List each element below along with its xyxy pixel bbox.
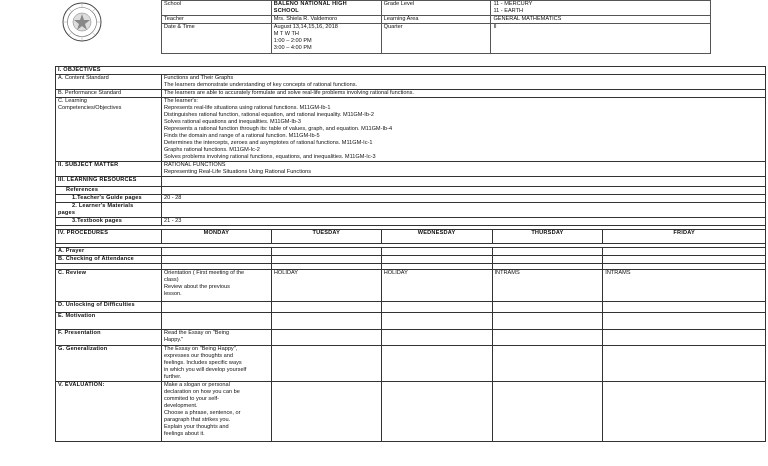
motivation-label: E. Motivation bbox=[56, 313, 162, 330]
generalization-monday: The Essay on "Being Happy", expresses our thoughts and feelings. Includes specific ways in which you will develop yourself further. bbox=[161, 346, 271, 382]
review-tuesday: HOLIDAY bbox=[271, 270, 381, 302]
references-value bbox=[161, 187, 765, 195]
generalization-label: G. Generalization bbox=[56, 346, 162, 382]
header-table bbox=[161, 0, 711, 54]
learning-resources-value bbox=[161, 177, 765, 187]
quarter-value: II bbox=[491, 24, 711, 54]
grade-level-label: Grade Level bbox=[381, 1, 491, 16]
learning-area-label: Learning Area bbox=[381, 16, 491, 24]
teachers-guide-label: 1.Teacher's Guide pages bbox=[56, 195, 162, 203]
day-wednesday: WEDNESDAY bbox=[381, 230, 492, 244]
review-thursday: INTRAMS bbox=[492, 270, 603, 302]
review-monday: Orientation ( First meeting of the class) Review about the previous lesson. bbox=[161, 270, 271, 302]
school-value: BALENO NATIONAL HIGH SCHOOL bbox=[271, 1, 381, 16]
learning-resources-label: III. LEARNING RESOURCES bbox=[56, 177, 162, 187]
references-label: References bbox=[56, 187, 162, 195]
subject-matter-value: RATIONAL FUNCTIONS Representing Real-Life Situations Using Rational Functions bbox=[161, 162, 765, 177]
subject-matter-label: II. SUBJECT MATTER bbox=[56, 162, 162, 177]
content-standard-label: A. Content Standard bbox=[56, 75, 162, 90]
presentation-label: F. Presentation bbox=[56, 330, 162, 346]
review-wednesday: HOLIDAY bbox=[381, 270, 492, 302]
lesson-plan-table bbox=[55, 66, 766, 442]
datetime-value: August 13,14,15,16, 2018 M T W TH 1:00 – 2:00 PM 3:00 – 4:00 PM bbox=[271, 24, 381, 54]
performance-standard-value: The learners are able to accurately formulate and solve real-life problems involving rational functions. bbox=[161, 90, 765, 98]
day-friday: FRIDAY bbox=[603, 230, 766, 244]
learners-materials-value bbox=[161, 203, 765, 218]
teachers-guide-value: 20 - 28 bbox=[161, 195, 765, 203]
content-standard-value: Functions and Their Graphs The learners demonstrate understanding of key concepts of rational functions. bbox=[161, 75, 765, 90]
attendance-label: B. Checking of Attendance bbox=[56, 256, 162, 264]
difficulties-label: D. Unlocking of Difficulties bbox=[56, 302, 162, 313]
textbook-label: 3.Textbook pages bbox=[56, 218, 162, 226]
day-monday: MONDAY bbox=[161, 230, 271, 244]
learners-materials-label: 2. Learner's Materials pages bbox=[56, 203, 162, 218]
review-friday: INTRAMS bbox=[603, 270, 766, 302]
review-label: C. Review bbox=[56, 270, 162, 302]
school-label: School bbox=[162, 1, 272, 16]
competencies-label: C. Learning Competencies/Objectives bbox=[56, 98, 162, 162]
competencies-value: The learner's: Represents real-life situations using rational functions. M11GM-Ib-1 Distinguishes rational function, rational equation, and rational inequality. M11GM-Ib-2 Solves rational equations and inequalities. M11GM-Ib-3 Represents a rational function through its: table of values, graph, and equation. M11GM-Ib-4 Finds the domain and range of a rational function. M11GM-Ib-5 Determines the intercepts, zeroes and asymptotes of rational functions. M11GM-Ic-1 Graphs rational functions. M11GM-Ic-2 Solves problems involving rational functions, equations, and inequalities. M11GM-Ic-3 bbox=[161, 98, 765, 162]
presentation-monday: Read the Essay on "Being Happy." bbox=[161, 330, 271, 346]
datetime-label: Date & Time bbox=[162, 24, 272, 54]
performance-standard-label: B. Performance Standard bbox=[56, 90, 162, 98]
evaluation-monday: Make a slogan or personal declaration on how you can be commited to your self- development. Choose a phrase, sentence, or paragraph that strikes you. Explain your thoughts and feelings about it. bbox=[161, 382, 271, 442]
day-tuesday: TUESDAY bbox=[271, 230, 381, 244]
textbook-value: 21 - 23 bbox=[161, 218, 765, 226]
quarter-label: Quarter bbox=[381, 24, 491, 54]
objectives-title: I. OBJECTIVES bbox=[56, 67, 766, 75]
evaluation-label: V. EVALUATION: bbox=[56, 382, 162, 442]
teacher-value: Mrs. Shiela R. Valdemoro bbox=[271, 16, 381, 24]
day-thursday: THURSDAY bbox=[492, 230, 603, 244]
grade-level-value: 11 - MERCURY 11 - EARTH bbox=[491, 1, 711, 16]
procedures-label: IV. PROCEDURES bbox=[56, 230, 162, 244]
learning-area-value: GENERAL MATHEMATICS bbox=[491, 16, 711, 24]
prayer-label: A. Prayer bbox=[56, 248, 162, 256]
teacher-label: Teacher bbox=[162, 16, 272, 24]
deped-seal-icon bbox=[62, 2, 102, 42]
